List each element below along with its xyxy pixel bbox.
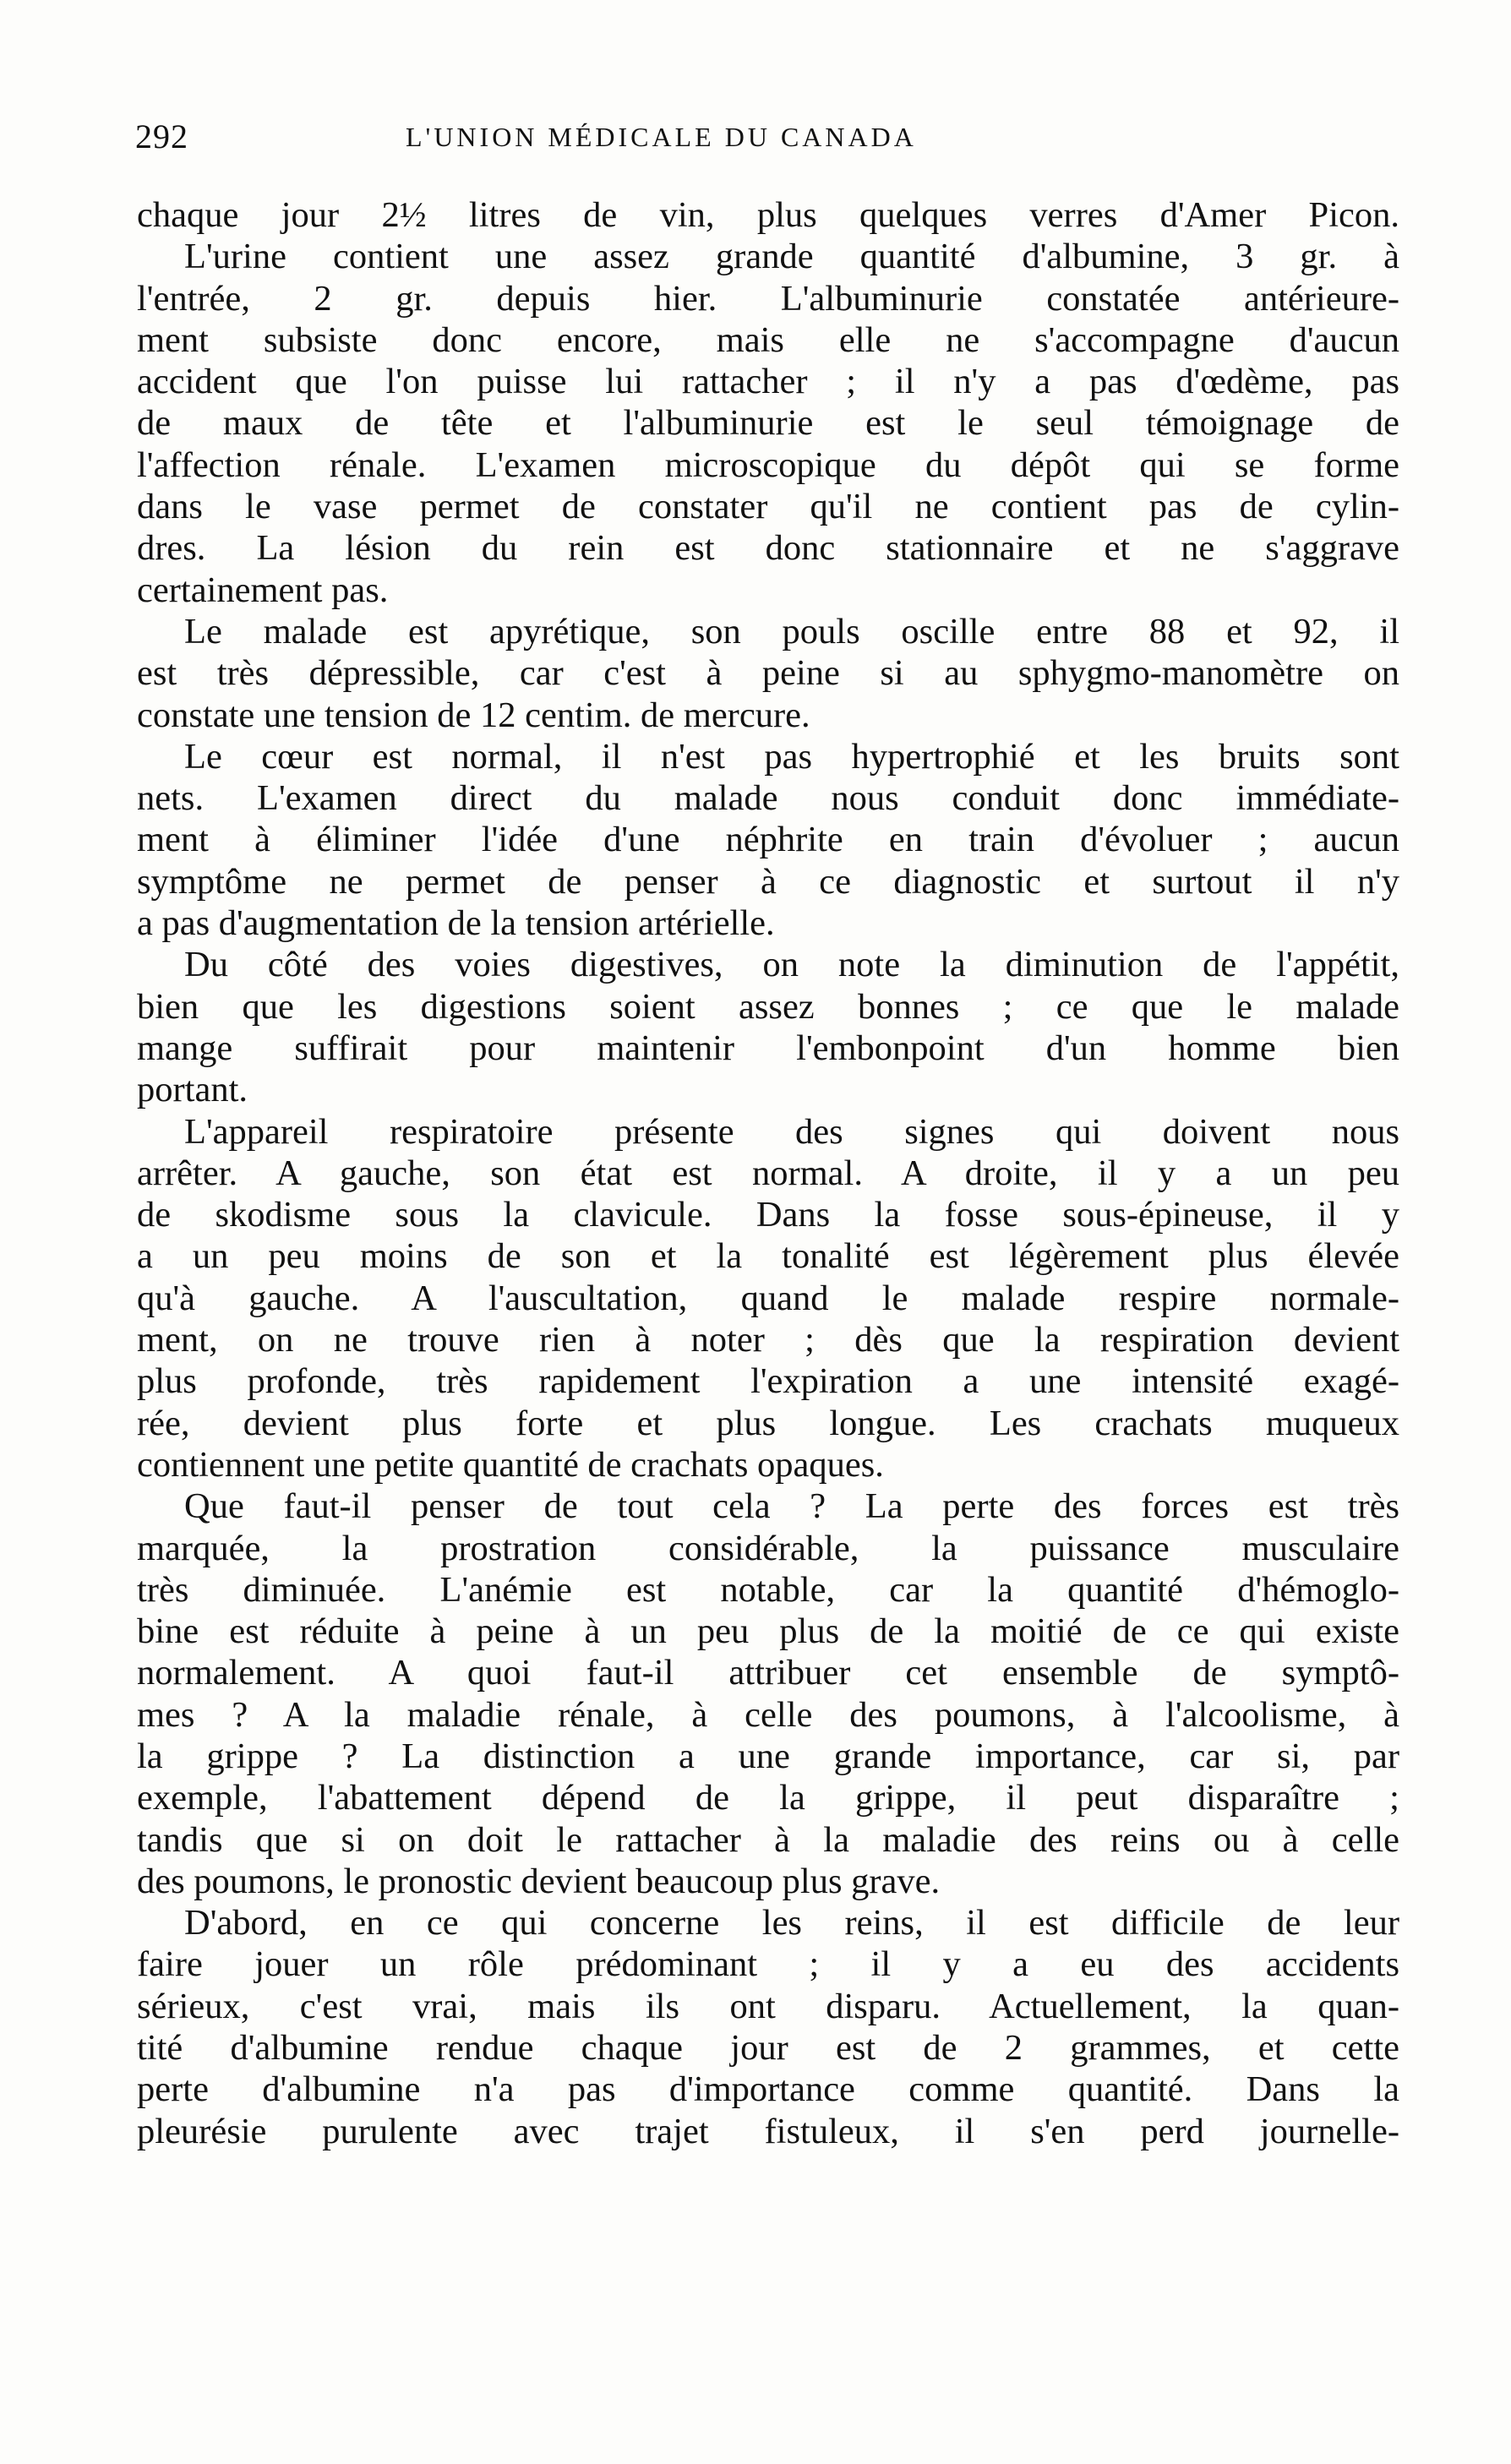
- text-line: portant.: [137, 1070, 248, 1110]
- text-line: L'appareil respiratoire présente des signes qui doivent nous: [184, 1111, 1399, 1152]
- text-line: nets. L'examen direct du malade nous conduit donc immédiate-: [137, 778, 1399, 819]
- text-line: certainement pas.: [137, 570, 389, 610]
- text-line: mes ? A la maladie rénale, à celle des poumons, à l'alcoolisme, à: [137, 1694, 1399, 1735]
- text-line: ment subsiste donc encore, mais elle ne s'accompagne d'aucun: [137, 319, 1399, 360]
- text-line: bine est réduite à peine à un peu plus de la moitié de ce qui existe: [137, 1611, 1399, 1652]
- text-line: normalement. A quoi faut-il attribuer cet ensemble de symptô-: [137, 1653, 1399, 1693]
- text-line: de skodisme sous la clavicule. Dans la fosse sous-épineuse, il y: [137, 1195, 1399, 1235]
- text-line: de maux de tête et l'albuminurie est le seul témoignage de: [137, 403, 1399, 444]
- text-line: Le malade est apyrétique, son pouls oscille entre 88 et 92, il: [184, 611, 1399, 651]
- text-line: dans le vase permet de constater qu'il ne contient pas de cylin-: [137, 487, 1399, 527]
- text-line: chaque jour 2½ litres de vin, plus quelques verres d'Amer Picon.: [137, 195, 1399, 235]
- text-line: est très dépressible, car c'est à peine si au sphygmo-manomètre on: [137, 653, 1399, 694]
- running-head: L'UNION MÉDICALE DU CANADA: [406, 122, 917, 152]
- text-line: Que faut-il penser de tout cela ? La perte des forces est très: [184, 1486, 1399, 1527]
- text-line: a pas d'augmentation de la tension artérielle.: [137, 903, 775, 944]
- page-number: 292: [135, 117, 188, 155]
- text-line: l'affection rénale. L'examen microscopique du dépôt qui se forme: [137, 444, 1399, 485]
- text-line: sérieux, c'est vrai, mais ils ont disparu. Actuellement, la quan-: [137, 1986, 1399, 2026]
- body-text: [137, 194, 1399, 2152]
- text-line: ment, on ne trouve rien à noter ; dès que la respiration devient: [137, 1320, 1399, 1360]
- text-line: bien que les digestions soient assez bonnes ; ce que le malade: [137, 986, 1399, 1027]
- text-line: plus profonde, très rapidement l'expiration a une intensité exagé-: [137, 1361, 1399, 1402]
- text-line: pleurésie purulente avec trajet fistuleux, il s'en perd journelle-: [137, 2111, 1399, 2151]
- text-line: Le cœur est normal, il n'est pas hypertrophié et les bruits sont: [184, 736, 1399, 777]
- text-line: très diminuée. L'anémie est notable, car la quantité d'hémoglo-: [137, 1569, 1399, 1610]
- text-line: perte d'albumine n'a pas d'importance comme quantité. Dans la: [137, 2069, 1399, 2110]
- text-line: a un peu moins de son et la tonalité est légèrement plus élevée: [137, 1236, 1399, 1277]
- text-line: contiennent une petite quantité de crachats opaques.: [137, 1444, 884, 1485]
- text-line: dres. La lésion du rein est donc stationnaire et ne s'aggrave: [137, 528, 1399, 569]
- page-header: [135, 117, 1393, 159]
- text-line: des poumons, le pronostic devient beaucoup plus grave.: [137, 1861, 941, 1901]
- text-line: D'abord, en ce qui concerne les reins, il est difficile de leur: [184, 1903, 1399, 1943]
- text-line: accident que l'on puisse lui rattacher ; il n'y a pas d'œdème, pas: [137, 362, 1399, 402]
- text-line: marquée, la prostration considérable, la puissance musculaire: [137, 1528, 1399, 1568]
- text-line: Du côté des voies digestives, on note la diminution de l'appétit,: [184, 945, 1399, 985]
- text-line: faire jouer un rôle prédominant ; il y a eu des accidents: [137, 1944, 1399, 1985]
- text-line: exemple, l'abattement dépend de la grippe, il peut disparaître ;: [137, 1778, 1399, 1818]
- text-line: ment à éliminer l'idée d'une néphrite en train d'évoluer ; aucun: [137, 820, 1399, 860]
- text-line: mange suffirait pour maintenir l'embonpoint d'un homme bien: [137, 1028, 1399, 1068]
- text-line: constate une tension de 12 centim. de mercure.: [137, 695, 810, 735]
- text-line: L'urine contient une assez grande quantité d'albumine, 3 gr. à: [184, 237, 1399, 277]
- text-line: rée, devient plus forte et plus longue. Les crachats muqueux: [137, 1403, 1399, 1443]
- text-line: qu'à gauche. A l'auscultation, quand le malade respire normale-: [137, 1278, 1399, 1318]
- text-line: la grippe ? La distinction a une grande importance, car si, par: [137, 1736, 1399, 1776]
- text-line: symptôme ne permet de penser à ce diagnostic et surtout il n'y: [137, 861, 1399, 902]
- text-line: arrêter. A gauche, son état est normal. A droite, il y a un peu: [137, 1153, 1399, 1193]
- text-line: tandis que si on doit le rattacher à la maladie des reins ou à celle: [137, 1819, 1399, 1860]
- text-line: l'entrée, 2 gr. depuis hier. L'albuminurie constatée antérieure-: [137, 278, 1399, 319]
- text-line: tité d'albumine rendue chaque jour est de 2 grammes, et cette: [137, 2028, 1399, 2069]
